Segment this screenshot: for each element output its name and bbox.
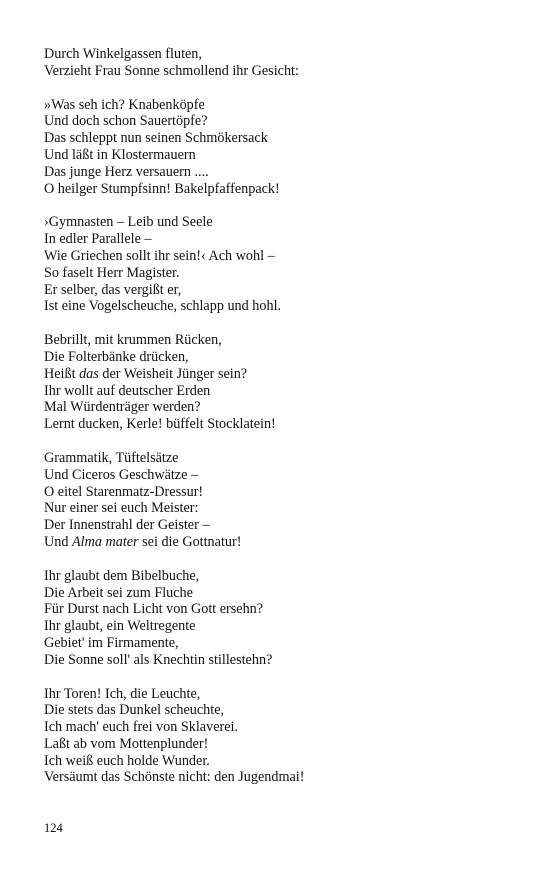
poem-line: Das schleppt nun seinen Schmökersack [44,130,268,147]
italic-emphasis: Alma mater [71,533,139,550]
poem-line: Gebiet' im Firmamente, [44,634,179,651]
poem-line: Die Arbeit sei zum Fluche [44,584,193,601]
poem-line [44,366,514,383]
poem-line: Und doch schon Sauertöpfe? [44,113,208,130]
poem-line: Ihr glaubt, ein Weltregente [44,618,196,635]
stanza [44,97,514,198]
line-fragment: der Weisheit Jünger sein? [98,365,248,382]
poem-line: Mal Würdenträger werden? [44,399,201,416]
poem-line: Die Sonne soll' als Knechtin stillestehn? [44,651,273,668]
poem-line: Er selber, das vergißt er, [44,281,182,298]
poem-line: So faselt Herr Magister. [44,264,180,281]
poem-line: Ich weiß euch holde Wunder. [44,752,210,769]
poem-line: Grammatik, Tüftelsätze [44,449,179,466]
poem-line: Das junge Herz versauern .... [44,163,209,180]
poem-line: Die stets das Dunkel scheuchte, [44,702,225,719]
poem-line: Bebrillt, mit krummen Rücken, [44,332,222,349]
poem-line: O heilger Stumpfsinn! Bakelpfaffenpack! [44,180,280,197]
stanza [44,568,514,669]
stanza [44,46,514,80]
poem-line: O eitel Starenmatz-Dressur! [44,483,204,500]
stanza [44,450,514,551]
poem-line: Für Durst nach Licht von Gott ersehn? [44,601,264,618]
poem-line: Ihr Toren! Ich, die Leuchte, [44,685,201,702]
poem-line: Ihr glaubt dem Bibelbuche, [44,567,200,584]
poem-text-block [44,46,514,803]
stanza [44,214,514,315]
stanza [44,686,514,787]
poem-line: Und läßt in Klostermauern [44,146,196,163]
page-number: 124 [44,821,63,835]
line-fragment: Und [44,533,72,550]
poem-line: Der Innenstrahl der Geister – [44,517,210,534]
poem-line: Laßt ab vom Mottenplunder! [44,735,209,752]
poem-line [44,534,514,551]
poem-line: Ihr wollt auf deutscher Erden [44,382,211,399]
poem-line: Durch Winkelgassen fluten, [44,46,202,62]
poem-line: Nur einer sei euch Meister: [44,500,199,517]
poem-line: Die Folterbänke drücken, [44,348,189,365]
poem-line: Wie Griechen sollt ihr sein!‹ Ach wohl – [44,247,275,264]
poem-line: Versäumt das Schönste nicht: den Jugendmai! [44,769,305,786]
poem-line: Lernt ducken, Kerle! büffelt Stocklatein! [44,416,276,433]
line-fragment: sei die Gottnatur! [138,533,242,550]
poem-line: Ich mach' euch frei von Sklaverei. [44,719,239,736]
poem-line: In edler Parallele – [44,231,152,248]
italic-emphasis: das [79,365,99,382]
poem-line: Und Ciceros Geschwätze – [44,466,199,483]
line-fragment: Heißt [44,365,80,382]
poem-line: Ist eine Vogelscheuche, schlapp und hohl. [44,298,282,315]
poem-line: »Was seh ich? Knabenköpfe [44,96,205,113]
stanza [44,332,514,433]
poem-line: ›Gymnasten – Leib und Seele [44,214,213,231]
poem-line: Verzieht Frau Sonne schmollend ihr Gesicht: [44,62,299,79]
